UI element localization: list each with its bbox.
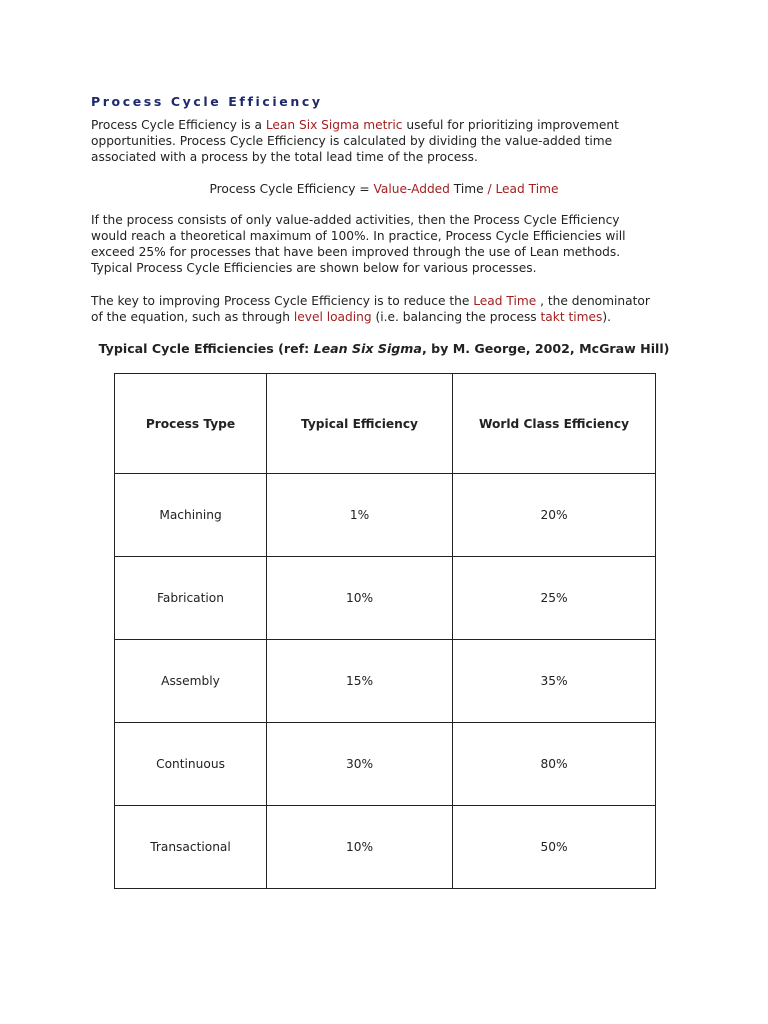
para3-text-c: of the equation, such as through bbox=[91, 310, 294, 324]
para2-line-2: would reach a theoretical maximum of 100%. In practice, Process Cycle Efficiencies will bbox=[91, 229, 626, 243]
cell-process-type: Assembly bbox=[115, 640, 267, 723]
intro-paragraph bbox=[91, 117, 691, 165]
para2-line-4: Typical Process Cycle Efficiencies are shown below for various processes. bbox=[91, 261, 537, 275]
table-row bbox=[115, 723, 656, 806]
formula-time: Time bbox=[449, 182, 488, 196]
pce-formula bbox=[0, 181, 768, 197]
takt-times-link[interactable]: takt times bbox=[540, 310, 603, 324]
formula-slash: / bbox=[487, 182, 492, 196]
level-loading-link[interactable]: level loading bbox=[293, 310, 372, 324]
intro-line-2: opportunities. Process Cycle Efficiency is calculated by dividing the value-added time bbox=[91, 134, 613, 148]
intro-line-1 bbox=[91, 117, 691, 133]
table-row bbox=[115, 640, 656, 723]
cell-world-class-efficiency: 50% bbox=[453, 806, 656, 889]
lead-time-link[interactable]: Lead Time bbox=[491, 182, 559, 196]
cell-typical-efficiency: 10% bbox=[267, 557, 453, 640]
cell-typical-efficiency: 10% bbox=[267, 806, 453, 889]
theoretical-max-paragraph bbox=[91, 212, 691, 276]
caption-book-title: Lean Six Sigma bbox=[313, 341, 422, 356]
table-header-row bbox=[115, 374, 656, 474]
cell-process-type: Machining bbox=[115, 474, 267, 557]
cell-world-class-efficiency: 25% bbox=[453, 557, 656, 640]
cell-world-class-efficiency: 80% bbox=[453, 723, 656, 806]
lean-six-sigma-metric-link[interactable]: Lean Six Sigma metric bbox=[265, 118, 403, 132]
para2-line-3: exceed 25% for processes that have been improved through the use of Lean methods. bbox=[91, 245, 621, 259]
lead-time-inline-link[interactable]: Lead Time bbox=[473, 294, 537, 308]
page-title: Process Cycle Efficiency bbox=[91, 94, 323, 109]
formula-lhs: Process Cycle Efficiency = bbox=[209, 182, 374, 196]
table-row bbox=[115, 474, 656, 557]
para3-line-2 bbox=[91, 309, 691, 325]
caption-prefix: Typical Cycle Efficiencies (ref: bbox=[98, 341, 314, 356]
key-improvement-paragraph bbox=[91, 293, 691, 325]
intro-text-b: useful for prioritizing improvement bbox=[402, 118, 619, 132]
cell-world-class-efficiency: 35% bbox=[453, 640, 656, 723]
header-world-class-efficiency: World Class Efficiency bbox=[453, 374, 656, 474]
table-row bbox=[115, 806, 656, 889]
header-typical-efficiency: Typical Efficiency bbox=[267, 374, 453, 474]
caption-suffix: , by M. George, 2002, McGraw Hill) bbox=[421, 341, 670, 356]
cell-typical-efficiency: 15% bbox=[267, 640, 453, 723]
cell-typical-efficiency: 30% bbox=[267, 723, 453, 806]
cell-process-type: Transactional bbox=[115, 806, 267, 889]
cell-process-type: Fabrication bbox=[115, 557, 267, 640]
cell-typical-efficiency: 1% bbox=[267, 474, 453, 557]
table-row bbox=[115, 557, 656, 640]
efficiency-table bbox=[114, 373, 656, 889]
para3-line-1 bbox=[91, 293, 691, 309]
cell-process-type: Continuous bbox=[115, 723, 267, 806]
cell-world-class-efficiency: 20% bbox=[453, 474, 656, 557]
para3-text-d: (i.e. balancing the process bbox=[371, 310, 541, 324]
table-caption bbox=[0, 341, 768, 357]
intro-text-a: Process Cycle Efficiency is a bbox=[91, 118, 266, 132]
para3-text-a: The key to improving Process Cycle Efficiency is to reduce the bbox=[91, 294, 474, 308]
para3-text-e: ). bbox=[602, 310, 612, 324]
para3-text-b: , the denominator bbox=[536, 294, 650, 308]
intro-line-3: associated with a process by the total lead time of the process. bbox=[91, 150, 478, 164]
value-added-link[interactable]: Value-Added bbox=[373, 182, 450, 196]
para2-line-1: If the process consists of only value-added activities, then the Process Cycle Efficiency bbox=[91, 213, 620, 227]
header-process-type: Process Type bbox=[115, 374, 267, 474]
